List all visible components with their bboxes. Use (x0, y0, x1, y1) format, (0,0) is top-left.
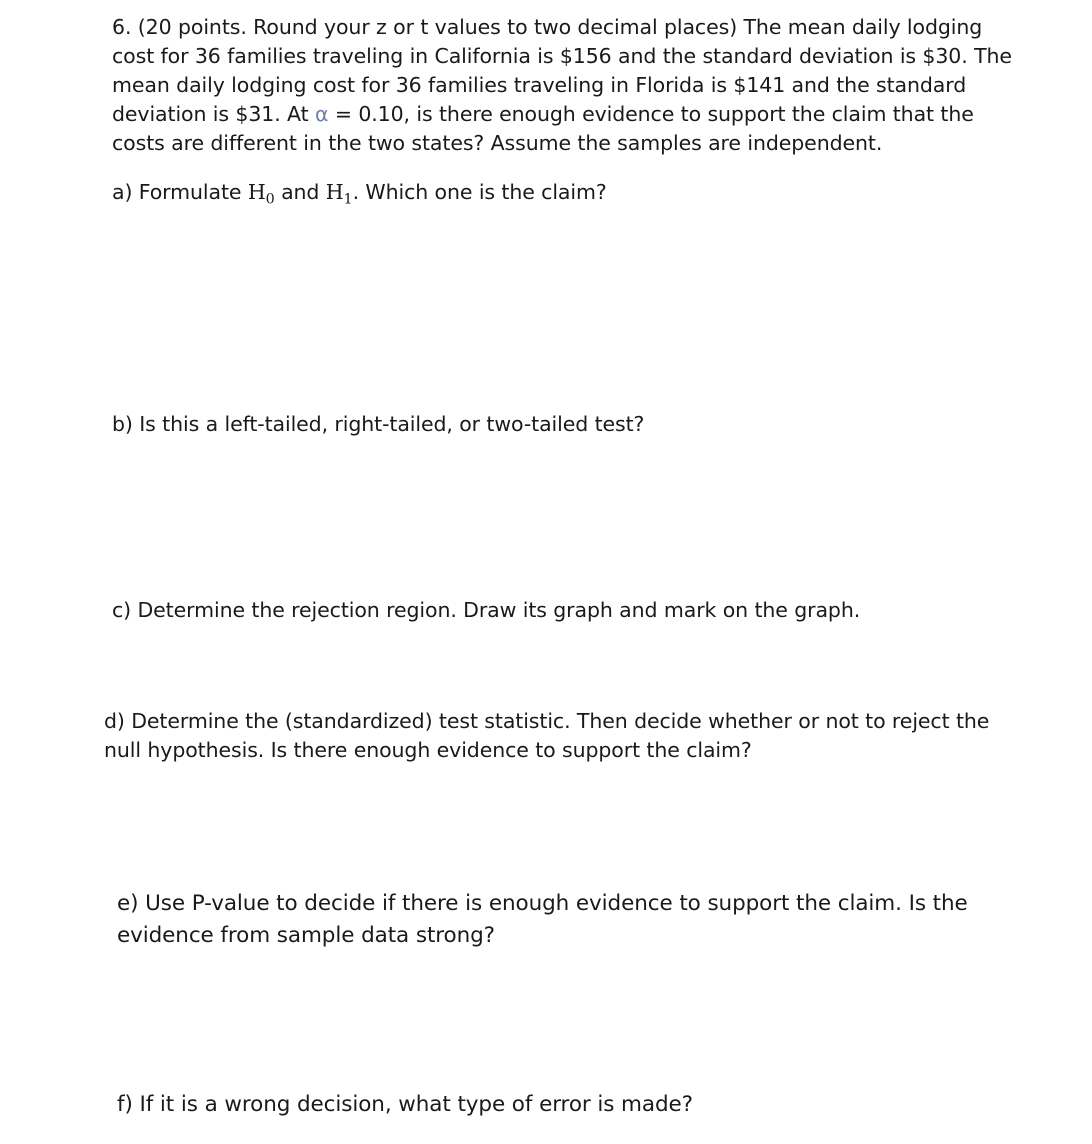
part-d-line-1: d) Determine the (standardized) test statistic. Then decide whether or not to reject the (104, 709, 990, 733)
problem-line-5: costs are different in the two states? Assume the samples are independent. (112, 131, 883, 155)
part-e-question (117, 888, 968, 952)
part-a-prefix: a) Formulate (112, 180, 248, 204)
part-a-question (112, 178, 607, 207)
part-c-question: c) Determine the rejection region. Draw its graph and mark on the graph. (112, 598, 861, 622)
part-e-line-2: evidence from sample data strong? (117, 923, 495, 948)
part-f-question: f) If it is a wrong decision, what type of error is made? (117, 1092, 693, 1117)
alpha-symbol: α (314, 102, 329, 126)
problem-line-2: cost for 36 families traveling in California is $156 and the standard deviation is $30. The (112, 44, 1012, 68)
alternative-hypothesis-symbol: $H_1$ (325, 180, 353, 208)
problem-line-1: 6. (20 points. Round your z or t values to two decimal places) The mean daily lodging (112, 15, 983, 39)
part-e-line-1: e) Use P-value to decide if there is enough evidence to support the claim. Is the (117, 891, 968, 916)
part-a-suffix: . Which one is the claim? (352, 180, 607, 204)
part-a-and: and (274, 180, 326, 204)
null-hypothesis-symbol: $H_0$ (247, 180, 275, 208)
problem-line-4-start: deviation is $31. At (112, 102, 315, 126)
problem-line-4-end: = 0.10, is there enough evidence to support the claim that the (328, 102, 974, 126)
part-d-question (104, 707, 989, 765)
problem-line-4 (112, 100, 1012, 129)
problem-statement (112, 13, 1012, 158)
part-b-question: b) Is this a left-tailed, right-tailed, or two-tailed test? (112, 412, 645, 436)
part-d-line-2: null hypothesis. Is there enough evidence to support the claim? (104, 738, 752, 762)
problem-line-3: mean daily lodging cost for 36 families traveling in Florida is $141 and the standard (112, 73, 967, 97)
